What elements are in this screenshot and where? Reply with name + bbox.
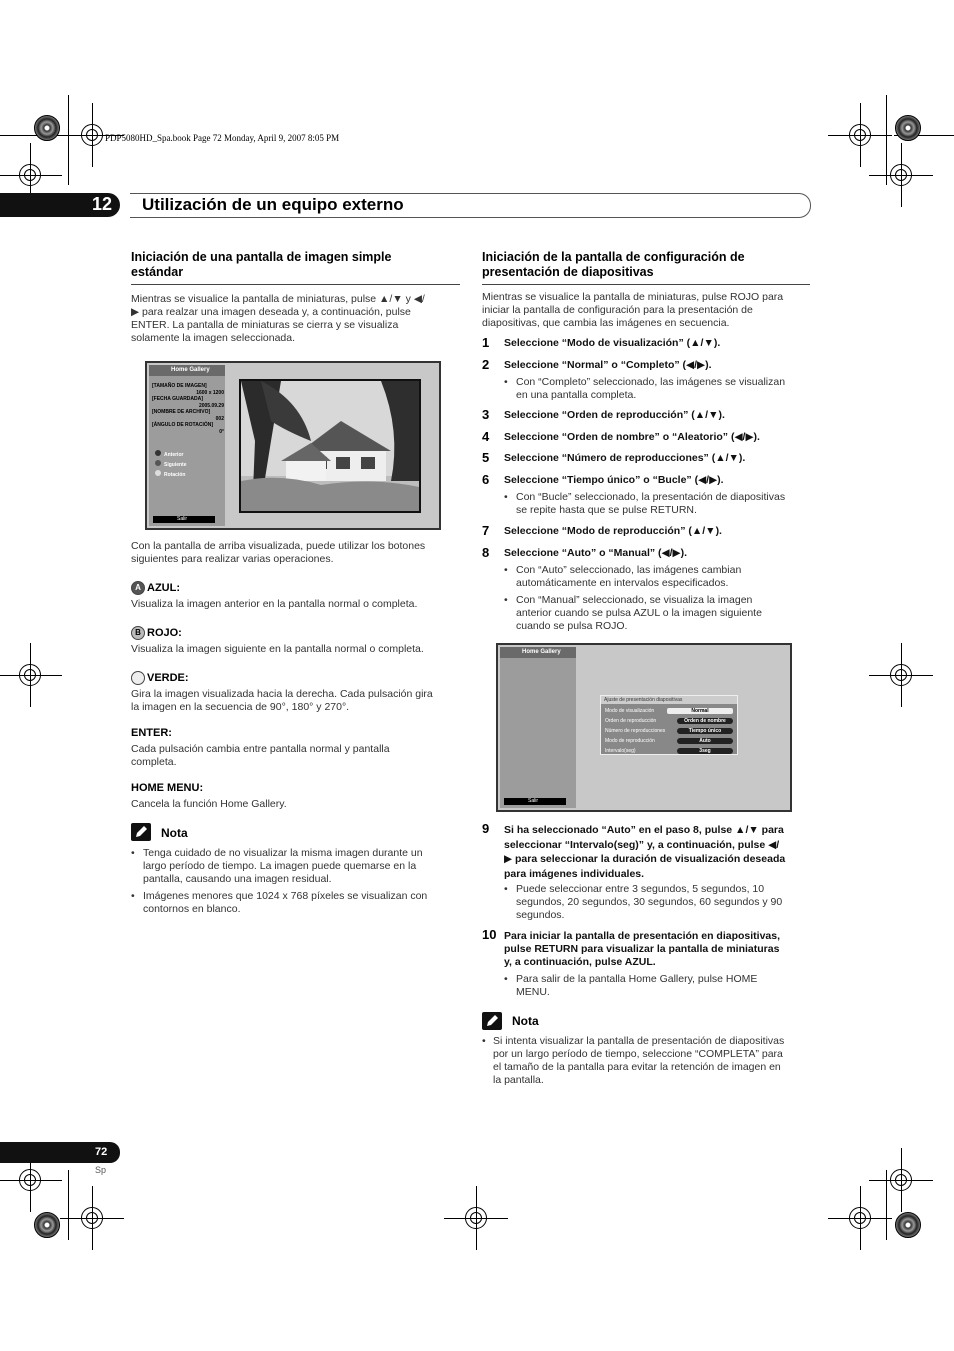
pencil-note-icon bbox=[131, 823, 151, 841]
a-button-icon: A bbox=[131, 581, 145, 595]
right-heading: Iniciación de la pantalla de configuración de presentación de diapositivas bbox=[482, 250, 745, 279]
dialog-title: Ajuste de presentación diapositivas bbox=[601, 696, 737, 704]
step-6: Seleccione “Tiempo único” o “Bucle” (◀/▶). bbox=[504, 474, 724, 486]
setting-row[interactable]: Número de reproducciones Tiempo único bbox=[605, 726, 733, 736]
screen-title: Home Gallery bbox=[149, 365, 225, 376]
slideshow-dialog bbox=[600, 695, 738, 755]
azul-text: Visualiza la imagen anterior en la pantalla normal o completa. bbox=[131, 598, 418, 610]
left-heading: Iniciación de una pantalla de imagen simple estándar bbox=[131, 250, 392, 279]
nota-left-body: • Tenga cuidado de no visualizar la misma imagen durante un largo período de tiempo. La imagen puede quemarse en la pantalla, causando una imagen residual. • Imágenes menores que 1024 x 768 píxeles se visualizan con contornos en blanco. bbox=[131, 847, 428, 915]
enter-text: Cada pulsación cambia entre pantalla normal y pantalla completa. bbox=[131, 743, 390, 768]
step-4: Seleccione “Orden de nombre” o “Aleatorio” (◀/▶). bbox=[504, 431, 760, 443]
info-panel bbox=[149, 365, 225, 526]
exit-hint: Salir bbox=[504, 798, 566, 805]
crop-line bbox=[68, 1170, 69, 1240]
color-target bbox=[895, 1212, 921, 1238]
side-panel bbox=[500, 647, 576, 808]
color-target bbox=[34, 1212, 60, 1238]
step-9-number: 9 bbox=[482, 821, 490, 836]
c-button-icon bbox=[131, 671, 145, 685]
home-gallery-screen bbox=[145, 361, 441, 530]
home-menu-text: Cancela la función Home Gallery. bbox=[131, 798, 287, 810]
step-3: Seleccione “Orden de reproducción” (▲/▼). bbox=[504, 409, 725, 421]
step-5: Seleccione “Número de reproducciones” (▲/▼). bbox=[504, 452, 746, 464]
step-2: Seleccione “Normal” o “Completo” (◀/▶). bbox=[504, 359, 712, 371]
color-target bbox=[34, 115, 60, 141]
chapter-number: 12 bbox=[92, 194, 113, 214]
verde-text: Gira la imagen visualizada hacia la derecha. Cada pulsación gira la imagen en la secuencia de 90°, 180° y 270°. bbox=[131, 688, 433, 713]
nota-title-right: Nota bbox=[512, 1014, 539, 1028]
setting-row[interactable]: Modo de reproducción Auto bbox=[605, 736, 733, 746]
book-info: PDP5080HD_Spa.book Page 72 Monday, April 9, 2007 8:05 PM bbox=[105, 133, 340, 143]
left-intro: Mientras se visualice la pantalla de miniaturas, pulse ▲/▼ y ◀/ ▶ para realzar una imagen deseada y, a continuación, pulse ENTER. La pantalla de miniaturas se cierra y se visualiza solamente la imagen seleccionada. bbox=[131, 293, 425, 344]
step-6-note: • Con “Bucle” seleccionado, la presentación de diapositivas se repite hasta que se pulse RETURN. bbox=[504, 491, 786, 516]
settings-rows bbox=[601, 704, 737, 758]
enter-heading: ENTER: bbox=[131, 727, 172, 739]
color-button-legend: Anterior Siguiente Rotación bbox=[155, 450, 187, 480]
crop-line bbox=[68, 95, 69, 185]
nota-title-left: Nota bbox=[161, 826, 188, 840]
screen-title: Home Gallery bbox=[500, 647, 576, 658]
rojo-text: Visualiza la imagen siguiente en la pantalla normal o completa. bbox=[131, 643, 424, 655]
house-photo bbox=[239, 379, 421, 513]
step-8-note-auto: • Con “Auto” seleccionado, las imágenes cambian automáticamente en intervalos especificados. bbox=[504, 564, 742, 589]
rojo-heading: B ROJO: bbox=[131, 626, 182, 640]
setting-row[interactable]: Modo de visualización Normal bbox=[605, 706, 733, 716]
step-10-note: • Para salir de la pantalla Home Gallery, pulse HOME MENU. bbox=[504, 973, 758, 998]
step-7: Seleccione “Modo de reproducción” (▲/▼). bbox=[504, 525, 722, 537]
step-2-note: • Con “Completo” seleccionado, las imágenes se visualizan en una pantalla completa. bbox=[504, 376, 786, 401]
azul-heading: A AZUL: bbox=[131, 581, 180, 595]
right-intro: Mientras se visualice la pantalla de miniaturas, pulse ROJO para iniciar la pantalla de configuración para la presentación de diapositivas, que cambia las imágenes en secuencia. bbox=[482, 291, 784, 329]
chapter-title: Utilización de un equipo externo bbox=[142, 195, 404, 214]
slideshow-settings-screen bbox=[496, 643, 792, 812]
verde-heading: VERDE: bbox=[131, 671, 189, 685]
page-number: 72 bbox=[95, 1146, 108, 1158]
step-10-number: 10 bbox=[482, 927, 497, 942]
heading-rule bbox=[482, 284, 810, 285]
crop-line bbox=[886, 95, 887, 185]
step-8-note-manual: • Con “Manual” seleccionado, se visualiza la imagen anterior cuando se pulsa AZUL o la imagen siguiente cuando se pulsa ROJO. bbox=[504, 594, 762, 632]
language-code: Sp bbox=[95, 1165, 107, 1175]
setting-row[interactable]: Orden de reproducción Orden de nombre bbox=[605, 716, 733, 726]
step-8: Seleccione “Auto” o “Manual” (◀/▶). bbox=[504, 547, 688, 559]
b-button-icon: B bbox=[131, 626, 145, 640]
step-10: Para iniciar la pantalla de presentación en diapositivas, pulse RETURN para visualizar la pantalla de miniaturas y, a continuación, pulse AZUL. bbox=[504, 930, 781, 968]
exit-hint: Salir bbox=[153, 516, 215, 523]
step-9-note: • Puede seleccionar entre 3 segundos, 5 segundos, 10 segundos, 20 segundos, 30 segundos, 60 segundos y 90 segundos. bbox=[504, 883, 783, 921]
after-screen-text: Con la pantalla de arriba visualizada, puede utilizar los botones siguientes para realizar varias operaciones. bbox=[131, 540, 426, 565]
setting-row[interactable]: Intervalo(seg) 3seg bbox=[605, 746, 733, 756]
step-1: Seleccione “Modo de visualización” (▲/▼). bbox=[504, 337, 721, 349]
pencil-note-icon bbox=[482, 1012, 502, 1030]
step-9: Si ha seleccionado “Auto” en el paso 8, pulse ▲/▼ para seleccionar “Intervalo(seg)” y, a continuación, pulse ◀/ ▶ para seleccionar la duración de visualización deseada para imágenes individuales. bbox=[504, 824, 786, 880]
home-menu-heading: HOME MENU: bbox=[131, 782, 204, 794]
heading-rule bbox=[131, 284, 460, 285]
color-target bbox=[895, 115, 921, 141]
image-info: [TAMAÑO DE IMAGEN] 1600 x 1200 [FECHA GUARDADA] 2005.09.29 [NOMBRE DE ARCHIVO] 002 [ÁNGULO DE ROTACIÓN] 0° bbox=[152, 383, 224, 435]
nota-right-body: • Si intenta visualizar la pantalla de presentación de diapositivas por un largo período de tiempo, seleccione “COMPLETA” para el tamaño de la pantalla para evitar la retención de imagen en la pantalla. bbox=[482, 1035, 785, 1086]
